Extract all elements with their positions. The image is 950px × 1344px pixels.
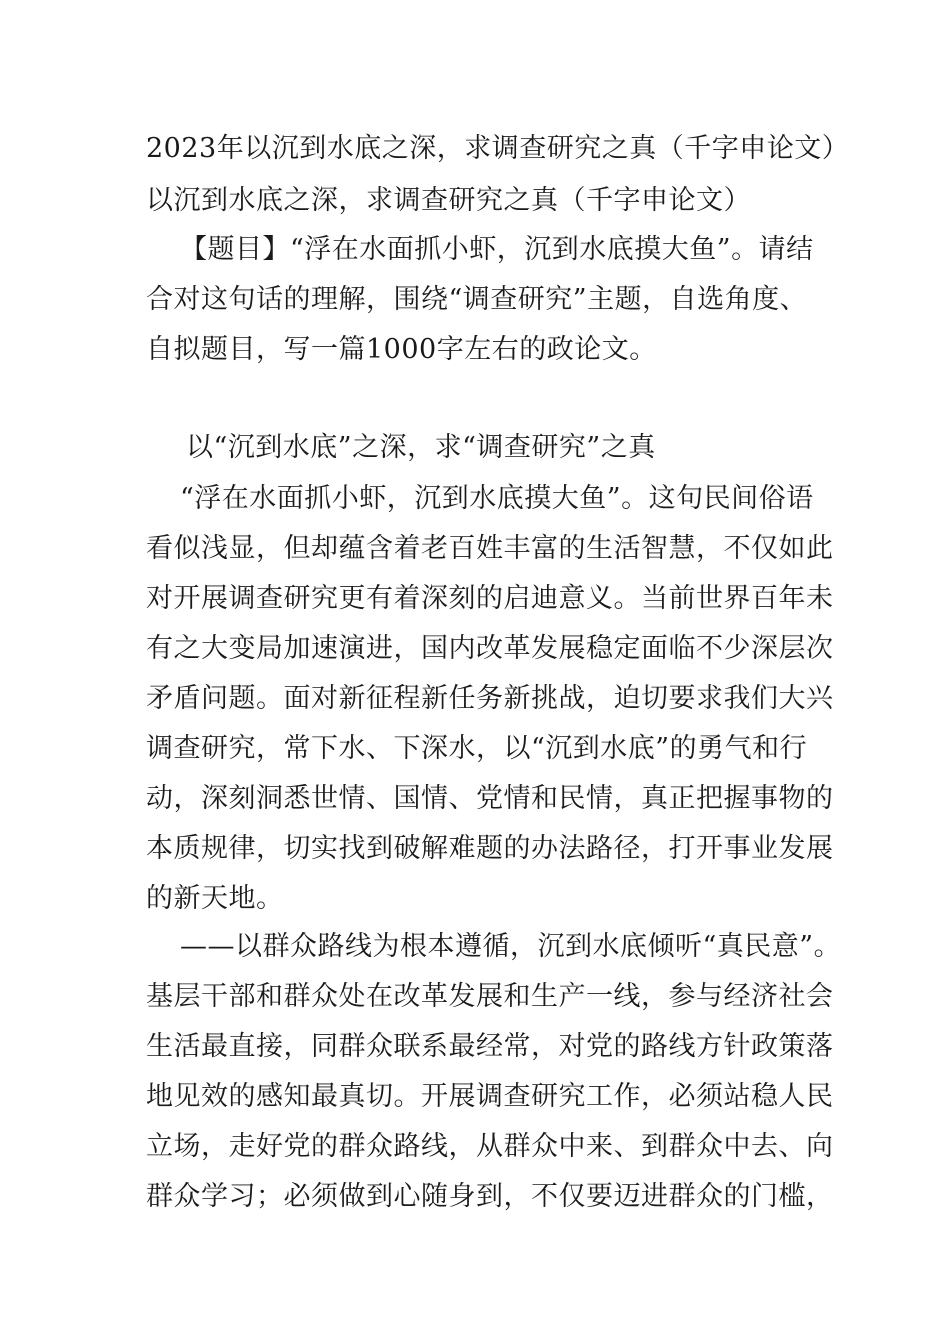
essay-title: 以“沉到水底”之深，求“调查研究”之真 bbox=[186, 432, 656, 463]
paragraph-line: 看似浅显，但却蕴含着老百姓丰富的生活智慧，不仅如此 bbox=[146, 533, 834, 564]
document-title-line-1: 2023年以沉到水底之深，求调查研究之真（千字申论文） bbox=[146, 133, 850, 164]
paragraph-line: “浮在水面抓小虾，沉到水底摸大鱼”。这句民间俗语 bbox=[180, 483, 814, 514]
paragraph-line: 动，深刻洞悉世情、国情、党情和民情，真正把握事物的 bbox=[146, 783, 834, 814]
paragraph-line: 生活最直接，同群众联系最经常，对党的路线方针政策落 bbox=[146, 1031, 834, 1062]
paragraph-line: 本质规律，切实找到破解难题的办法路径，打开事业发展 bbox=[146, 833, 834, 864]
prompt-line: 合对这句话的理解，围绕“调查研究”主题，自选角度、 bbox=[146, 284, 808, 315]
paragraph-line: 立场，走好党的群众路线，从群众中来、到群众中去、向 bbox=[146, 1131, 834, 1162]
prompt-line: 自拟题目，写一篇1000字左右的政论文。 bbox=[146, 334, 657, 365]
paragraph-line: 地见效的感知最真切。开展调查研究工作，必须站稳人民 bbox=[146, 1081, 834, 1112]
paragraph-line: ——以群众路线为根本遵循，沉到水底倾听“真民意”。 bbox=[180, 931, 842, 962]
paragraph-line: 基层干部和群众处在改革发展和生产一线，参与经济社会 bbox=[146, 981, 834, 1012]
paragraph-line: 的新天地。 bbox=[146, 883, 284, 914]
paragraph-line: 群众学习；必须做到心随身到，不仅要迈进群众的门槛， bbox=[146, 1181, 834, 1212]
paragraph-line: 有之大变局加速演进，国内改革发展稳定面临不少深层次 bbox=[146, 633, 834, 664]
prompt-line: 【题目】“浮在水面抓小虾，沉到水底摸大鱼”。请结 bbox=[180, 234, 814, 265]
paragraph-line: 矛盾问题。面对新征程新任务新挑战，迫切要求我们大兴 bbox=[146, 683, 834, 714]
paragraph-line: 调查研究，常下水、下深水，以“沉到水底”的勇气和行 bbox=[146, 733, 808, 764]
document-title-line-2: 以沉到水底之深，求调查研究之真（千字申论文） bbox=[146, 185, 751, 216]
paragraph-line: 对开展调查研究更有着深刻的启迪意义。当前世界百年未 bbox=[146, 583, 834, 614]
